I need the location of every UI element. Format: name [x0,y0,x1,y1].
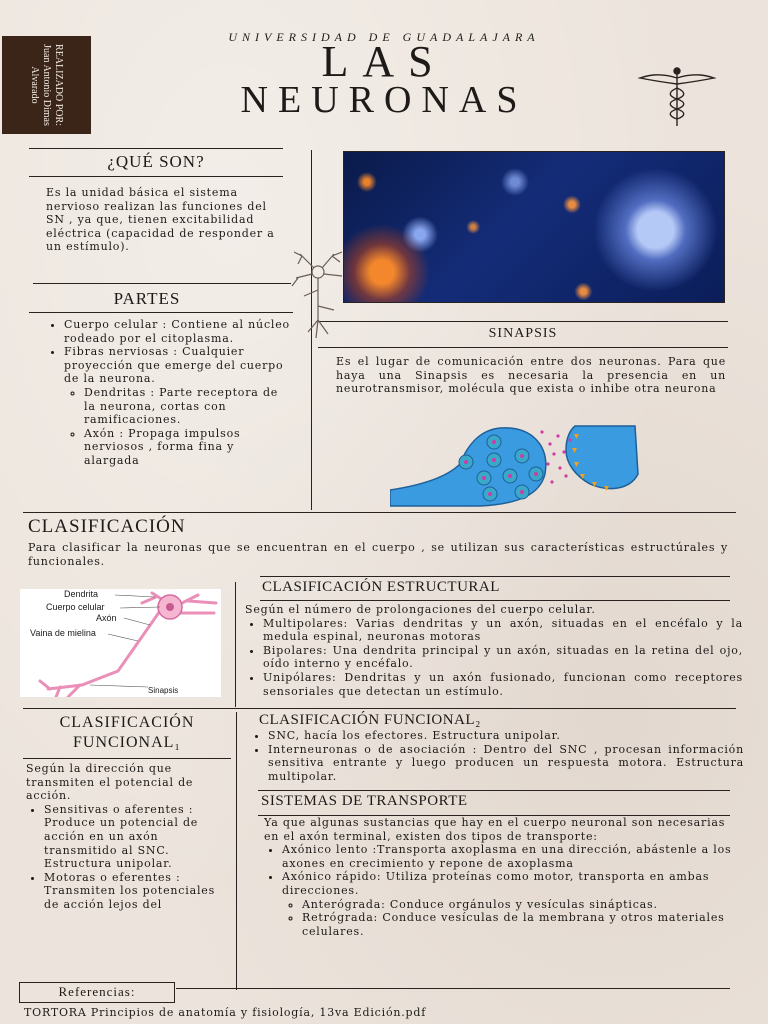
divider [318,347,728,348]
list-subitem: ◦ Axón : Propaga impulsos nerviosos , forma fina y alargada [84,427,290,468]
estructural-intro: Según el número de prolongaciones del cuerpo celular. [245,603,596,616]
estructural-heading: CLASIFICACIÓN ESTRUCTURAL [262,579,500,595]
partes-list [46,318,290,512]
label-cuerpo-celular: Cuerpo celular [46,602,105,612]
list-item-text: Fibras nerviosas : Cualquier proyección que emerge del cuerpo de la neurona. [64,345,284,386]
list-item: • Motoras o eferentes : Transmiten los potenciales de acción lejos del [44,871,226,912]
transporte-body [264,816,732,984]
caduceus-icon [638,66,716,128]
list-item: • SNC, hacía los efectores. Estructura unipolar. [268,729,744,743]
list-subitem: ◦ Anterógrada: Conduce orgánulos y vesículas sinápticas. [302,898,732,912]
divider [23,708,736,709]
que-son-text: Es la unidad básica el sistema nervioso realizan las funciones del SN , ya que, tienen excitabilidad eléctrica (capacidad de responder a un estímulo). [46,186,275,254]
list-item [282,870,732,938]
funcional1-heading-line2: FUNCIONAL₁ [72,734,182,751]
list-subitem: ◦ Dendritas : Parte receptora de la neurona, cortas con ramificaciones. [84,386,290,427]
synapse-diagram-icon [390,424,640,508]
referencias-text: TORTORA Principios de anatomía y fisiología, 13va Edición.pdf [24,1006,427,1019]
list-item-text: Axónico rápido: Utiliza proteínas como motor, transporta en ambas direcciones. [282,870,710,897]
label-axon: Axón [96,613,117,623]
neuron-photo [343,151,725,303]
funcional1-intro: Según la dirección que transmiten el potencial de acción. [26,762,194,803]
partes-heading: PARTES [113,289,181,308]
label-dendrita: Dendrita [64,589,99,599]
divider [260,576,730,577]
list-item: • Unipólares: Dendritas y un axón fusionado, funcionan como receptores sensoriales que detectan un estímulo. [263,671,743,698]
que-son-heading: ¿QUÉ SON? [107,152,205,171]
column-divider [235,582,236,707]
list-item: • Cuerpo celular : Contiene al núcleo rodeado por el citoplasma. [64,318,290,345]
list-item: • Multipolares: Varias dendritas y un axón, situadas en el encéfalo y la medula espinal, neuronas motoras [263,617,743,644]
column-divider [236,712,237,990]
referencias-box [19,982,175,1003]
divider [318,321,728,322]
divider [260,600,730,601]
list-item [64,345,290,467]
label-vaina-mielina: Vaina de mielina [30,628,96,638]
author-surname: Alvarado [29,66,40,104]
list-item: • Interneuronas o de asociación : Dentro del SNC , procesan información sensitiva entrante y luego producen un respuesta motora. Estructura multipolar. [268,743,744,784]
divider [29,148,283,149]
list-item: • Axónico lento :Transporta axoplasma en una dirección, abástenle a los axones en crecimiento y repone de axoplasma [282,843,732,870]
list-item: • Sensitivas o aferentes : Produce un potencial de acción en un axón transmitido al SNC. Estructura unipolar. [44,803,226,871]
author-name: Juan Antonio Dimas [41,44,52,126]
sinapsis-heading: SINAPSIS [488,326,558,341]
transporte-intro: Ya que algunas sustancias que hay en el cuerpo neuronal son necesarias en el axón terminal, existen dos tipos de transporte: [264,816,726,843]
list-subitem: ◦ Retrógrada: Conduce vesículas de la membrana y otros materiales celulares. [302,911,732,938]
clasificacion-text: Para clasificar la neuronas que se encuentran en el cuerpo , se utilizan sus características estructúrales y funcionales. [28,541,728,568]
divider [23,758,231,759]
funcional1-body [26,762,226,986]
divider [258,790,730,791]
label-sinapsis: Sinapsis [148,686,179,695]
funcional2-heading: CLASIFICACIÓN FUNCIONAL₂ [259,712,481,728]
clasificacion-heading: CLASIFICACIÓN [28,516,186,537]
divider [29,312,293,313]
estructural-body [245,603,743,707]
referencias-heading: Referencias: [58,984,136,999]
funcional2-body [250,729,744,783]
page-title-line2: NEURONAS [240,79,528,121]
funcional1-heading [23,713,231,753]
divider [29,176,283,177]
divider [23,512,736,513]
author-label: REALIZADO POR: [53,44,64,126]
page-title-line1: LAS [321,37,447,86]
divider [176,988,730,989]
funcional1-heading-line1: CLASIFICACIÓN [59,714,195,731]
list-item: • Bipolares: Una dendrita principal y un axón, situadas en la retina del ojo, oído interno y encéfalo. [263,644,743,671]
neuron-diagram [20,589,221,697]
university-name: UNIVERSIDAD DE GUADALAJARA [228,30,540,44]
divider [33,283,291,284]
transporte-heading: SISTEMAS DE TRANSPORTE [261,793,468,809]
sinapsis-text: Es el lugar de comunicación entre dos neuronas. Para que haya una Sinapsis es necesaria la presencia en un neurotransmisor, molécula que exista o inhibe otra neurona [336,355,726,396]
